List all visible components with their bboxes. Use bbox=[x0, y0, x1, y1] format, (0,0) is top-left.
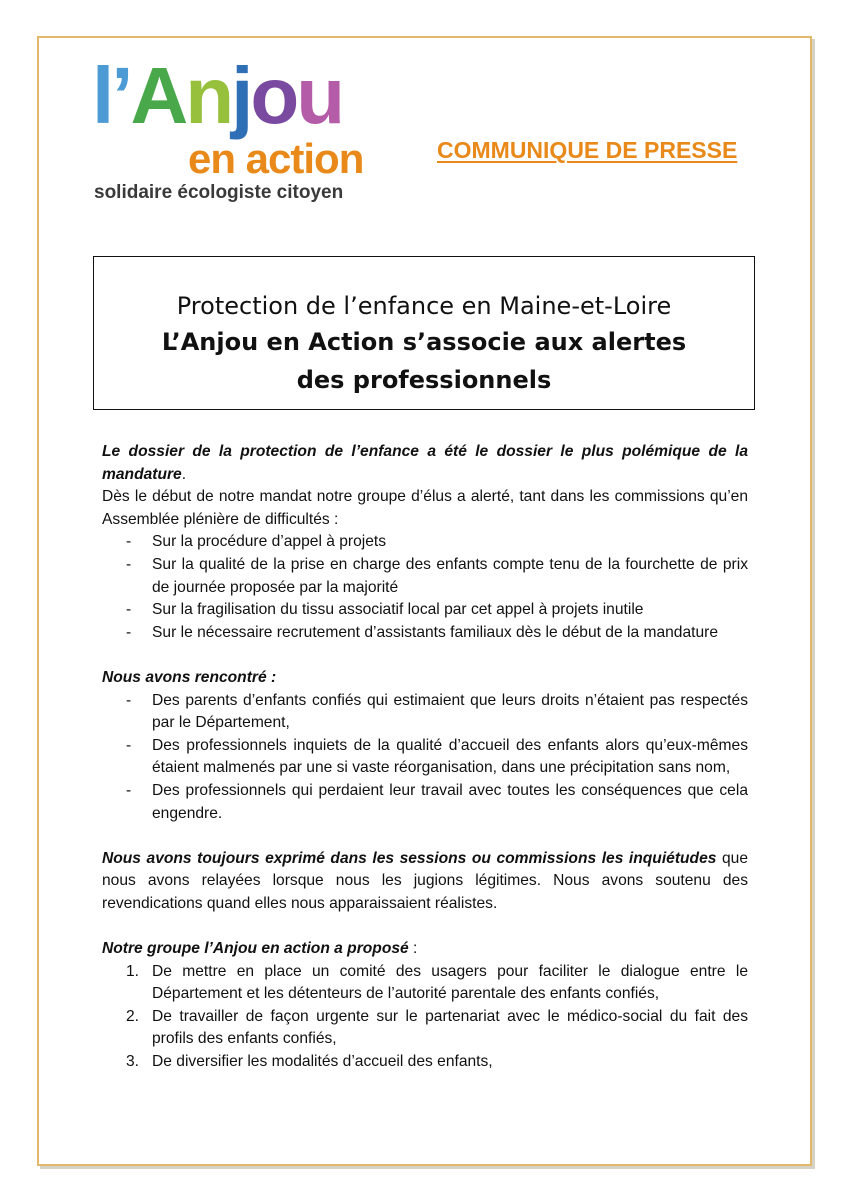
list-item: - Sur la qualité de la prise en charge des enfants compte tenu de la fourchette de prix de journée proposée par la majorité bbox=[102, 554, 748, 599]
list-number: 3. bbox=[126, 1053, 140, 1071]
paragraph-1-bold: Le dossier de la protection de l’enfance a été le dossier le plus polémique de la mandature bbox=[102, 443, 748, 483]
document-body bbox=[102, 441, 748, 1074]
title-line-1: Protection de l’enfance en Maine-et-Loire bbox=[176, 292, 672, 320]
list-item: - Sur le nécessaire recrutement d’assistants familiaux dès le début de la mandature bbox=[102, 622, 748, 645]
list-number: 1. bbox=[126, 962, 140, 980]
proposals-list bbox=[102, 961, 748, 1074]
press-release-label: COMMUNIQUE DE PRESSE bbox=[437, 137, 738, 163]
logo-letter: l’ bbox=[92, 51, 131, 140]
logo-letter: o bbox=[250, 51, 297, 140]
logo-tagline: solidaire écologiste citoyen bbox=[94, 182, 344, 203]
paragraph-4-bold: Nous avons toujours exprimé dans les sessions ou commissions les inquiétudes bbox=[102, 849, 717, 867]
paragraph-5-rest: : bbox=[408, 940, 418, 958]
title-box bbox=[93, 256, 755, 410]
paragraph-1 bbox=[102, 441, 748, 486]
logo-subtitle: en action bbox=[188, 135, 364, 182]
met-list bbox=[102, 690, 748, 826]
list-item-text: De travailler de façon urgente sur le partenariat avec le médico-social du fait des profils des enfants confiés, bbox=[152, 1007, 748, 1048]
list-item bbox=[102, 1051, 748, 1074]
paragraph-5 bbox=[102, 938, 748, 961]
list-item: - Sur la fragilisation du tissu associatif local par cet appel à projets inutile bbox=[102, 599, 748, 622]
logo-letter: u bbox=[296, 51, 343, 140]
paragraph-1-end: . bbox=[181, 465, 187, 483]
list-item-text: De mettre en place un comité des usagers pour faciliter le dialogue entre le Département et les détenteurs de l’autorité parentale des enfants confiés, bbox=[152, 962, 748, 1003]
logo-letter: j bbox=[231, 51, 251, 140]
list-item: - Des professionnels inquiets de la qualité d’accueil des enfants alors qu’eux-mêmes étaient malmenés par une si vaste réorganisation, dans une précipitation sans nom, bbox=[102, 735, 748, 780]
list-item: - Sur la procédure d’appel à projets bbox=[102, 531, 748, 554]
paragraph-4 bbox=[102, 848, 748, 916]
list-item bbox=[102, 1006, 748, 1051]
logo bbox=[92, 51, 392, 206]
concerns-list bbox=[102, 531, 748, 644]
list-number: 2. bbox=[126, 1007, 140, 1025]
list-item-text: De diversifier les modalités d’accueil des enfants, bbox=[152, 1053, 493, 1071]
paragraph-2: Dès le début de notre mandat notre groupe d’élus a alerté, tant dans les commissions qu’en Assemblée plénière de difficultés : bbox=[102, 488, 748, 528]
paragraph-5-bold: Notre groupe l’Anjou en action a proposé bbox=[102, 940, 409, 958]
logo-letter: n bbox=[185, 51, 232, 140]
paragraph-3-heading: Nous avons rencontré : bbox=[102, 668, 277, 686]
list-item bbox=[102, 961, 748, 1006]
title-line-2: L’Anjou en Action s’associe aux alertes des professionnels bbox=[161, 328, 687, 394]
logo-letter: A bbox=[130, 51, 186, 140]
list-item: - Des parents d’enfants confiés qui estimaient que leurs droits n’étaient pas respectés par le Département, bbox=[102, 690, 748, 735]
logo-main-text bbox=[92, 51, 343, 140]
list-item: - Des professionnels qui perdaient leur travail avec toutes les conséquences que cela engendre. bbox=[102, 780, 748, 825]
paragraph-4-rest: que nous avons relayées lorsque nous les jugions légitimes. Nous avons soutenu des revendications quand elles nous apparaissaient réalistes. bbox=[102, 849, 748, 912]
